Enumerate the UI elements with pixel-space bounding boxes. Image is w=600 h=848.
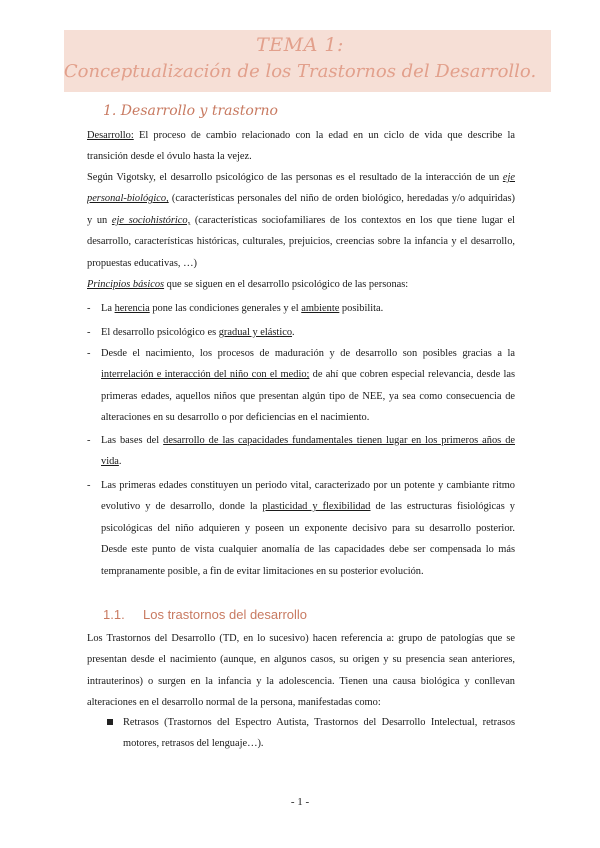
- section-heading: 1. Desarrollo y trastorno: [103, 103, 278, 119]
- dash-bullet: -: [87, 480, 91, 491]
- text-line: tempranamente posible, a fin de evitar limitaciones en su posterior evolución.: [101, 565, 424, 577]
- dash-bullet: -: [87, 348, 91, 359]
- square-bullet: [107, 719, 113, 725]
- text-line: motores, retrasos del lenguaje…).: [123, 738, 264, 750]
- definition-paragraph: [87, 125, 515, 168]
- text-line: Desde este punto de vista cualquier anomalía de las capacidades debe ser compensada lo más: [101, 544, 515, 556]
- document-title: TEMA 1:: [256, 34, 344, 56]
- subsection-heading: 1.1. Los trastornos del desarrollo: [103, 607, 308, 622]
- vigotsky-paragraph: [87, 167, 515, 274]
- term-label: eje: [502, 172, 515, 183]
- text-line: Principios básicos que se siguen en el desarrollo psicológico de las personas:: [87, 279, 409, 290]
- text-line: Desarrollo: El proceso de cambio relacionado con la edad en un ciclo de vida que describe la: [87, 130, 515, 141]
- text-line: personal-biológico, (características personales del niño de orden biológico, heredadas y/o adquiridas): [87, 193, 515, 205]
- text-line: Retrasos (Trastornos del Espectro Autista, Trastornos del Desarrollo Intelectual, retrasos: [123, 717, 515, 728]
- text-line: alteraciones en su desarrollo o por deficiencias en el nacimiento.: [101, 412, 370, 424]
- term-label: Desarrollo:: [87, 130, 134, 141]
- list-item: [87, 322, 515, 343]
- page-number: - 1 -: [290, 796, 310, 808]
- text-line: Según Vigotsky, el desarrollo psicológico de las personas es el resultado de la interacción de un eje: [87, 172, 515, 183]
- list-item: [123, 712, 515, 755]
- dash-bullet: -: [87, 327, 91, 338]
- list-item: [87, 430, 515, 473]
- term-label: Principios básicos: [87, 279, 165, 290]
- text-line: evolutivo y de desarrollo, donde la plasticidad y flexibilidad de las estructuras fisiológicas y: [101, 501, 515, 513]
- list-item: [87, 343, 515, 429]
- text-line: Los Trastornos del Desarrollo (TD, en lo sucesivo) hacen referencia a: grupo de patologías que se: [87, 633, 515, 644]
- term-label: eje sociohistórico,: [111, 214, 191, 226]
- text-line: interrelación e interacción del niño con el medio; de ahí que cobren especial relevancia, desde las: [101, 369, 515, 381]
- text-line: primeras edades, aquellos niños que presentan algún tipo de NEE, ya sea como consecuencia de: [101, 390, 515, 402]
- list-item: [87, 475, 515, 582]
- text-line: Las bases del desarrollo de las capacidades fundamentales tienen lugar en los primeros años de: [101, 435, 515, 446]
- text-line: y un eje sociohistórico, (características sociofamiliares de los contextos en los que tiene lugar el: [87, 214, 515, 226]
- disorders-paragraph: [87, 628, 515, 714]
- term-label: personal-biológico,: [87, 193, 169, 205]
- text-line: desarrollo, características históricas, culturales, prejuicios, creencias sobre la infancia y el desarrollo,: [87, 236, 515, 248]
- text-line: presentan desde el nacimiento (aunque, en algunos casos, su origen y su presencia sean anteriores,: [87, 654, 515, 666]
- text-line: vida.: [101, 456, 122, 468]
- principles-intro: [87, 274, 515, 295]
- list-item: [87, 298, 515, 319]
- dash-bullet: -: [87, 303, 91, 314]
- text-line: alteraciones en el desarrollo normal de la persona, manifestadas como:: [87, 697, 381, 709]
- text-line: transición desde el óvulo hasta la vejez.: [87, 151, 252, 163]
- text-line: Las primeras edades constituyen un periodo vital, caracterizado por un potente y cambiante ritmo: [101, 480, 515, 491]
- text-line: propuestas educativas, …): [87, 257, 197, 269]
- text-line: psicológicas del niño adquieren y poseen un exponente decisivo para su desarrollo posterior.: [101, 522, 515, 534]
- dash-bullet: -: [87, 435, 91, 446]
- document-subtitle: Conceptualización de los Trastornos del Desarrollo.: [63, 61, 537, 82]
- text-line: La herencia pone las condiciones generales y el ambiente posibilita.: [101, 303, 384, 314]
- text-line: El desarrollo psicológico es gradual y elástico.: [101, 327, 295, 338]
- text-line: intrauterinos) o surgen en la infancia y la adolescencia. Tienen una causa biológica y conllevan: [87, 675, 515, 687]
- text-line: Desde el nacimiento, los procesos de maduración y de desarrollo son posibles gracias a la: [101, 348, 515, 359]
